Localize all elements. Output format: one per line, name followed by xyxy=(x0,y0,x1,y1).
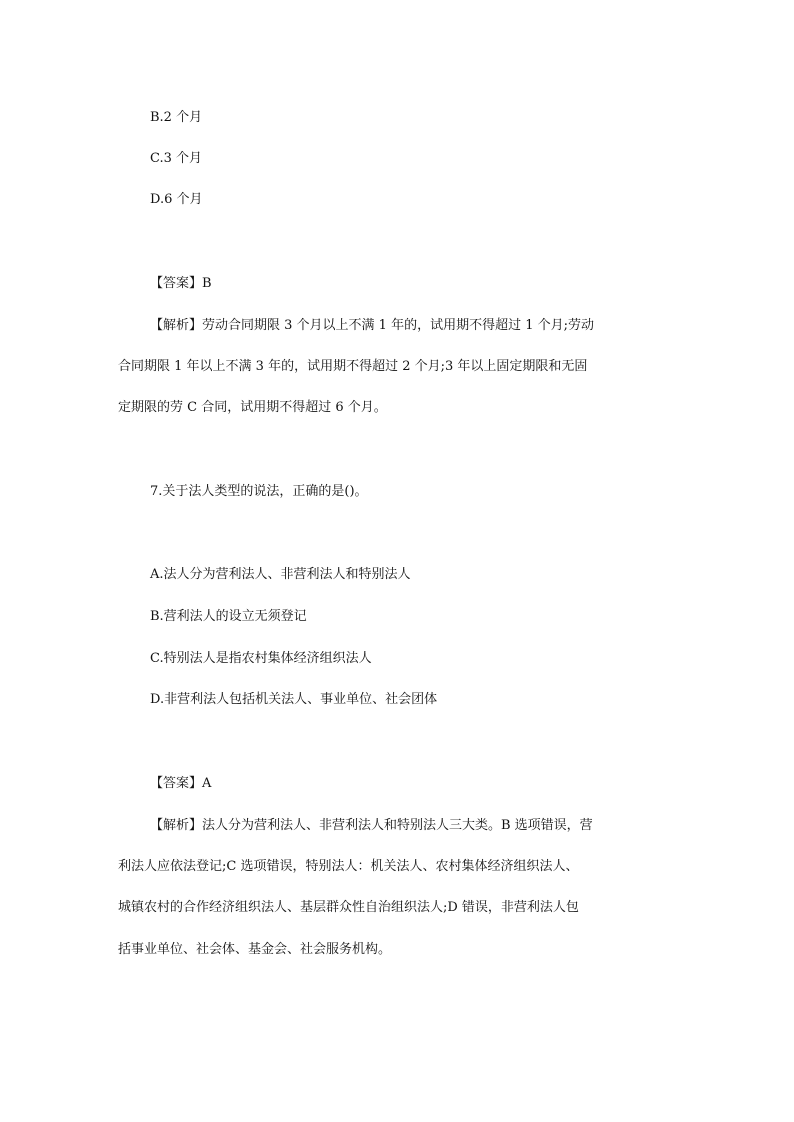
q7-explanation-line: 【解析】法人分为营利法人、非营利法人和特别法人三大类。B 选项错误，营 xyxy=(150,818,593,833)
q7-question: 7.关于法人类型的说法，正确的是()。 xyxy=(150,484,368,499)
q7-option-d: D.非营利法人包括机关法人、事业单位、社会团体 xyxy=(150,692,438,707)
q7-option-a: A.法人分为营利法人、非营利法人和特别法人 xyxy=(150,567,411,582)
q7-explanation-line: 利法人应依法登记;C 选项错误，特别法人：机关法人、农村集体经济组织法人、 xyxy=(118,859,579,874)
q6-explanation-line: 合同期限 1 年以上不满 3 年的，试用期不得超过 2 个月;3 年以上固定期限和无固 xyxy=(118,359,588,374)
q7-answer: 【答案】A xyxy=(150,776,212,791)
q6-explanation-line: 定期限的劳 C 合同，试用期不得超过 6 个月。 xyxy=(118,400,387,415)
q7-option-b: B.营利法人的设立无须登记 xyxy=(150,609,307,624)
q7-option-c: C.特别法人是指农村集体经济组织法人 xyxy=(150,651,372,666)
q6-option-b: B.2 个月 xyxy=(150,110,203,125)
q6-option-c: C.3 个月 xyxy=(150,151,203,166)
q7-explanation-line: 城镇农村的合作经济组织法人、基层群众性自治组织法人;D 错误，非营利法人包 xyxy=(118,900,579,915)
q6-option-d: D.6 个月 xyxy=(150,192,203,207)
q6-answer: 【答案】B xyxy=(150,276,212,291)
q7-explanation-line: 括事业单位、社会体、基金会、社会服务机构。 xyxy=(118,942,392,957)
q6-explanation-line: 【解析】劳动合同期限 3 个月以上不满 1 年的，试用期不得超过 1 个月;劳动 xyxy=(150,318,594,333)
